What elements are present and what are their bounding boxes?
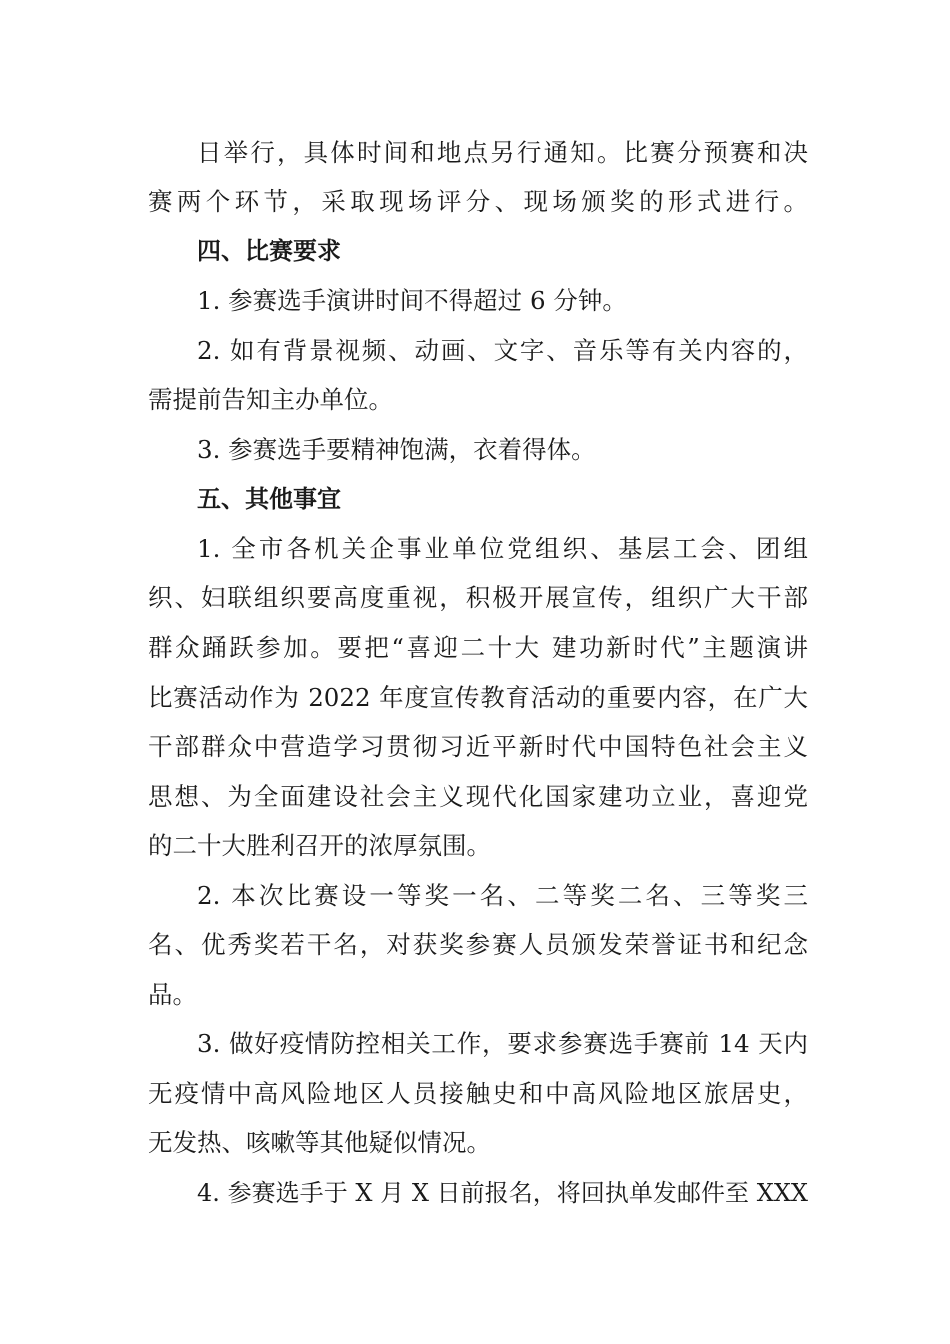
paragraph-line: 赛两个环节，采取现场评分、现场颁奖的形式进行。	[148, 187, 808, 216]
list-item: 4. 参赛选手于 X 月 X 日前报名，将回执单发邮件至 XXX	[197, 1179, 808, 1207]
section-heading: 四、比赛要求	[197, 237, 341, 265]
list-item: 1. 全市各机关企事业单位党组织、基层工会、团组	[197, 534, 808, 563]
paragraph-line: 品。	[148, 980, 197, 1009]
paragraph-line: 需提前告知主办单位。	[148, 385, 393, 414]
paragraph-line: 日举行，具体时间和地点另行通知。比赛分预赛和决	[197, 138, 808, 167]
list-item: 1. 参赛选手演讲时间不得超过 6 分钟。	[197, 286, 627, 315]
section-heading: 五、其他事宜	[197, 485, 341, 513]
list-item: 3. 参赛选手要精神饱满，衣着得体。	[197, 435, 596, 464]
paragraph-line: 比赛活动作为 2022 年度宣传教育活动的重要内容，在广大	[148, 683, 808, 712]
list-item: 2. 本次比赛设一等奖一名、二等奖二名、三等奖三	[197, 881, 808, 910]
paragraph-line: 无疫情中高风险地区人员接触史和中高风险地区旅居史，	[148, 1079, 808, 1108]
paragraph-line: 织、妇联组织要高度重视，积极开展宣传，组织广大干部	[148, 583, 808, 612]
paragraph-line: 名、优秀奖若干名，对获奖参赛人员颁发荣誉证书和纪念	[148, 930, 808, 959]
paragraph-line: 思想、为全面建设社会主义现代化国家建功立业，喜迎党	[148, 782, 808, 811]
paragraph-line: 的二十大胜利召开的浓厚氛围。	[148, 831, 491, 860]
paragraph-line: 无发热、咳嗽等其他疑似情况。	[148, 1128, 491, 1157]
paragraph-line: 群众踊跃参加。要把“喜迎二十大 建功新时代”主题演讲	[148, 633, 808, 662]
list-item: 3. 做好疫情防控相关工作，要求参赛选手赛前 14 天内	[197, 1029, 808, 1058]
paragraph-line: 干部群众中营造学习贯彻习近平新时代中国特色社会主义	[148, 732, 808, 761]
list-item: 2. 如有背景视频、动画、文字、音乐等有关内容的，	[197, 336, 808, 365]
